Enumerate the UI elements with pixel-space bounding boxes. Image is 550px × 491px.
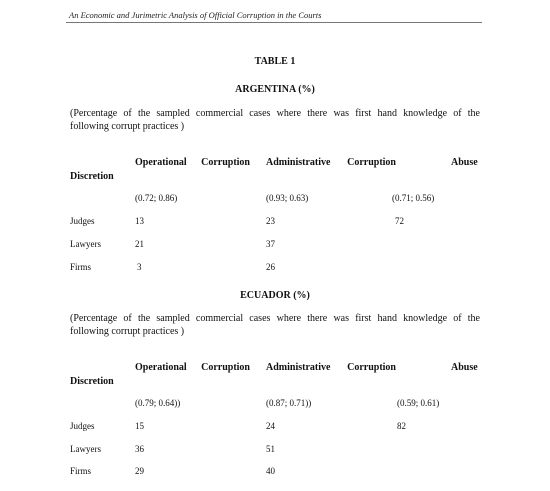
- row-header-discretion: Discretion: [70, 376, 114, 387]
- column-header-word: Operational: [135, 362, 187, 373]
- section-title-ecuador: ECUADOR (%): [240, 290, 310, 301]
- section-note-ecuador: [70, 312, 480, 338]
- note-line: (Percentage of the sampled commercial cases where there was first hand knowledge of the: [70, 108, 480, 119]
- coefficient-cell: (0.71; 0.56): [392, 193, 435, 203]
- column-header-word: Administrative: [266, 362, 331, 373]
- note-line: (Percentage of the sampled commercial cases where there was first hand knowledge of the: [70, 313, 480, 324]
- column-header-word: Corruption: [201, 157, 250, 168]
- coefficient-cell: (0.72; 0.86): [135, 193, 178, 203]
- column-header-operational: [135, 362, 250, 373]
- table-cell: 51: [266, 444, 275, 454]
- table-cell: 82: [397, 421, 406, 431]
- table-cell: 3: [137, 262, 142, 272]
- row-label: Firms: [70, 262, 92, 272]
- table-cell: 23: [266, 216, 275, 226]
- row-label: Lawyers: [70, 444, 101, 454]
- column-header-operational: [135, 157, 250, 168]
- note-line: following corrupt practices ): [70, 121, 185, 132]
- table-cell: 26: [266, 262, 275, 272]
- note-line: following corrupt practices ): [70, 326, 185, 337]
- coefficient-cell: (0.59; 0.61): [397, 398, 440, 408]
- running-header: An Economic and Jurimetric Analysis of Official Corruption in the Courts: [69, 10, 322, 20]
- row-label: Judges: [70, 216, 95, 226]
- table-cell: 40: [266, 466, 275, 476]
- column-header-abuse: Abuse: [451, 362, 478, 373]
- column-header-word: Corruption: [347, 157, 396, 168]
- table-cell: 15: [135, 421, 144, 431]
- column-header-administrative: [266, 157, 396, 168]
- column-header-administrative: [266, 362, 396, 373]
- header-divider: [66, 22, 482, 23]
- table-cell: 21: [135, 239, 144, 249]
- coefficient-cell: (0.79; 0.64)): [135, 398, 181, 408]
- table-cell: 37: [266, 239, 275, 249]
- coefficient-cell: (0.93; 0.63): [266, 193, 309, 203]
- column-header-word: Corruption: [347, 362, 396, 373]
- table-title: TABLE 1: [254, 56, 296, 67]
- column-header-abuse: Abuse: [451, 157, 478, 168]
- section-note-argentina: [70, 107, 480, 133]
- coefficient-cell: (0.87; 0.71)): [266, 398, 312, 408]
- row-label: Judges: [70, 421, 95, 431]
- column-header-word: Administrative: [266, 157, 331, 168]
- row-label: Firms: [70, 466, 92, 476]
- table-cell: 13: [135, 216, 144, 226]
- table-cell: 36: [135, 444, 144, 454]
- column-header-word: Corruption: [201, 362, 250, 373]
- section-title-argentina: ARGENTINA (%): [235, 84, 315, 95]
- table-cell: 29: [135, 466, 144, 476]
- column-header-word: Operational: [135, 157, 187, 168]
- table-cell: 72: [395, 216, 404, 226]
- table-cell: 24: [266, 421, 275, 431]
- row-label: Lawyers: [70, 239, 101, 249]
- row-header-discretion: Discretion: [70, 171, 114, 182]
